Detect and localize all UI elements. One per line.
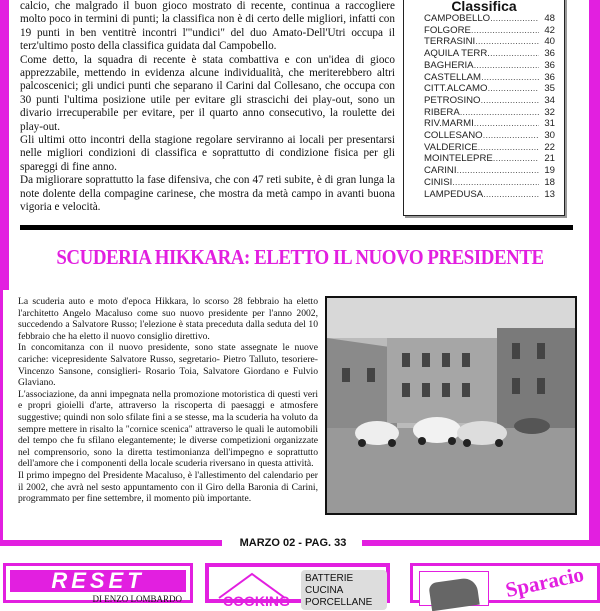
team-points: 19 [544,165,555,177]
team-name: RIBERA [424,106,460,118]
paragraph: Come detto, la squadra di recente è stata combattiva e con un'idea di gioco apprezzabile, mettendo in evidenza alcune individualità, che meriterebbero altri palcoscenici; gli undici punti che separano il Carini dal Collesano, che occupa con 30 punti l'ultima posizione utile per evitare gli strascichi dei play-out, sono un divario irrecuperabile per evitare, per il quarto anno consecutivo, la roulette dei play-out. [20,53,395,133]
standings-row [424,165,555,177]
paragraph: Il primo impegno del Presidente Macaluso, è l'allestimento del calendario per il 2002, che avrà nel sesto appuntamento con il Giro della Baronia di Carini, programmato per fine settembre, il momento più importante. [18,469,318,505]
standings-row [424,177,555,189]
paragraph: calcio, che malgrado il buon gioco mostrato di recente, continua a raccogliere molto poco in termini di punti; la classifica non è di certo delle migliori, infatti con 19 punti in ben ventitrè incontri l'"undici" del duo Amato-Dell'Utri occupa il terz'ultimo posto della classifica guidata dal Campobello. [20,0,395,53]
standings-row [424,118,555,130]
paragraph: Da migliorare soprattutto la fase difensiva, che con 47 reti subite, è di gran lunga la note dolente della compagine carinese, che mostra da metà campo in avanti buona vigoria e velocità. [20,174,395,214]
team-points: 36 [544,48,555,60]
team-name: COLLESANO [424,130,483,142]
ad-reset[interactable] [3,563,193,603]
dot-leader [460,107,539,119]
dot-leader [487,83,539,95]
team-name: CAMPOBELLO [424,13,491,24]
standings-row [424,25,555,37]
dot-leader [471,25,539,37]
bottom-rule-right [362,540,600,546]
left-border [0,0,9,290]
dot-leader [493,153,539,165]
dot-leader [474,118,539,130]
reset-logo: RESET [10,570,186,592]
dot-leader [475,36,539,48]
team-name: CASTELLAM [424,71,482,83]
paragraph: La scuderia auto e moto d'epoca Hikkara, lo scorso 28 febbraio ha eletto l'architetto Angelo Macaluso come suo nuovo presidente per l'anno 2002, succedendo a Salvatore Russo; l'elezione è stata preceduta dalla seduta del 10 febbraio che ha eletto il nuovo consiglio direttivo. [18,296,318,342]
standings-row [424,95,555,107]
headline: SCUDERIA HIKKARA: ELETTO IL NUOVO PRESIDENTE [56,245,544,269]
standings-row [424,107,555,119]
team-points: 36 [544,59,555,71]
standings-box [403,0,565,216]
team-name: MOINTELEPRE [424,153,493,165]
paragraph: Gli ultimi otto incontri della stagione regolare serviranno ai locali per presentarsi nelle migliori condizioni di classifica e soprattutto di condizione fisica per gli spareggi di fine anno. [20,134,395,173]
cooking-logo: COOKING [223,593,290,609]
team-points: 42 [544,24,555,36]
team-points: 13 [544,188,555,200]
team-points: 34 [544,94,555,106]
team-name: LAMPEDUSA [424,188,484,200]
dot-leader [481,95,539,107]
team-name: FOLGORE [424,24,471,36]
dot-leader [457,165,539,177]
standings-row [424,83,555,95]
standings-row [424,153,555,165]
team-points: 31 [544,118,555,130]
vintage-cars-photo [325,296,577,515]
standings-row [424,13,555,25]
dot-leader [483,189,539,201]
standings-row [424,142,555,154]
team-name: TERRASINI [424,36,476,48]
bottom-rule-left [0,540,222,546]
page-footer: MARZO 02 - PAG. 33 [239,537,347,549]
dot-leader [474,60,539,72]
team-points: 36 [544,71,555,83]
dot-leader [481,72,539,84]
team-name: RIV.MARMI [424,118,474,130]
top-article [20,0,395,215]
standings-row [424,72,555,84]
product-image [428,577,479,611]
team-points: 48 [544,13,555,24]
ad-cooking[interactable] [205,563,390,609]
team-points: 30 [544,130,555,142]
standings-row [424,36,555,48]
standings-row [424,189,555,201]
team-name: CITT.ALCAMO [424,83,488,95]
cooking-line2: PORCELLANE [305,597,373,608]
team-name: VALDERICE [424,141,478,153]
standings-title: Classifica [451,0,517,14]
paragraph: In concomitanza con il nuovo presidente, sono state assegnate le nuove cariche: vicepresidente Salvatore Russo, segretario- Pietro Talluto, tesoriere- Vincenzo Sansone, consiglieri- Rosario Toia, Salvatore Giordano e Fulvio Glaviano. [18,342,318,389]
team-points: 21 [544,153,555,165]
reset-subtitle: DI ENZO LOMBARDO [92,594,182,604]
cooking-line1: BATTERIE CUCINA [305,573,354,596]
dot-leader [490,48,539,60]
team-name: PETROSINO [424,94,481,106]
team-name: CINISI [424,176,453,188]
dot-leader [490,13,539,25]
dot-leader [478,142,539,154]
article-body [18,296,318,505]
team-points: 32 [544,106,555,118]
standings-row [424,48,555,60]
dot-leader [452,177,539,189]
team-points: 18 [544,176,555,188]
ad-sparacio[interactable] [410,563,600,603]
team-points: 40 [544,36,555,48]
team-points: 22 [544,141,555,153]
team-name: CARINI [424,165,457,177]
team-points: 35 [544,83,555,95]
left-border-lower [0,290,3,545]
right-border [589,0,600,545]
sparacio-logo: Sparacio [503,562,586,602]
team-name: BAGHERIA [424,59,474,71]
standings-row [424,60,555,72]
team-name: AQUILA TERR. [424,48,490,60]
standings-row [424,130,555,142]
paragraph: L'associazione, da anni impegnata nella promozione motoristica di questi veri e propri gioielli d'arte, attraverso la riscoperta di paesaggi e atmosfere suggestive; quindi non solo sfilate fini a se stesse, ma la scuderia ha voluto da sempre mettere in risalto la "cornice scenica" attraverso le quali le automobili del tempo che fu sfilano elegantemente; le diverse competizioni organizzate nel comprensorio, sono la diretta testimonianza dell'impegno e soprattutto dell'amore che i componenti della locale scuderia riversano in questa attività. [18,388,318,470]
section-divider [20,225,573,230]
dot-leader [483,130,539,142]
